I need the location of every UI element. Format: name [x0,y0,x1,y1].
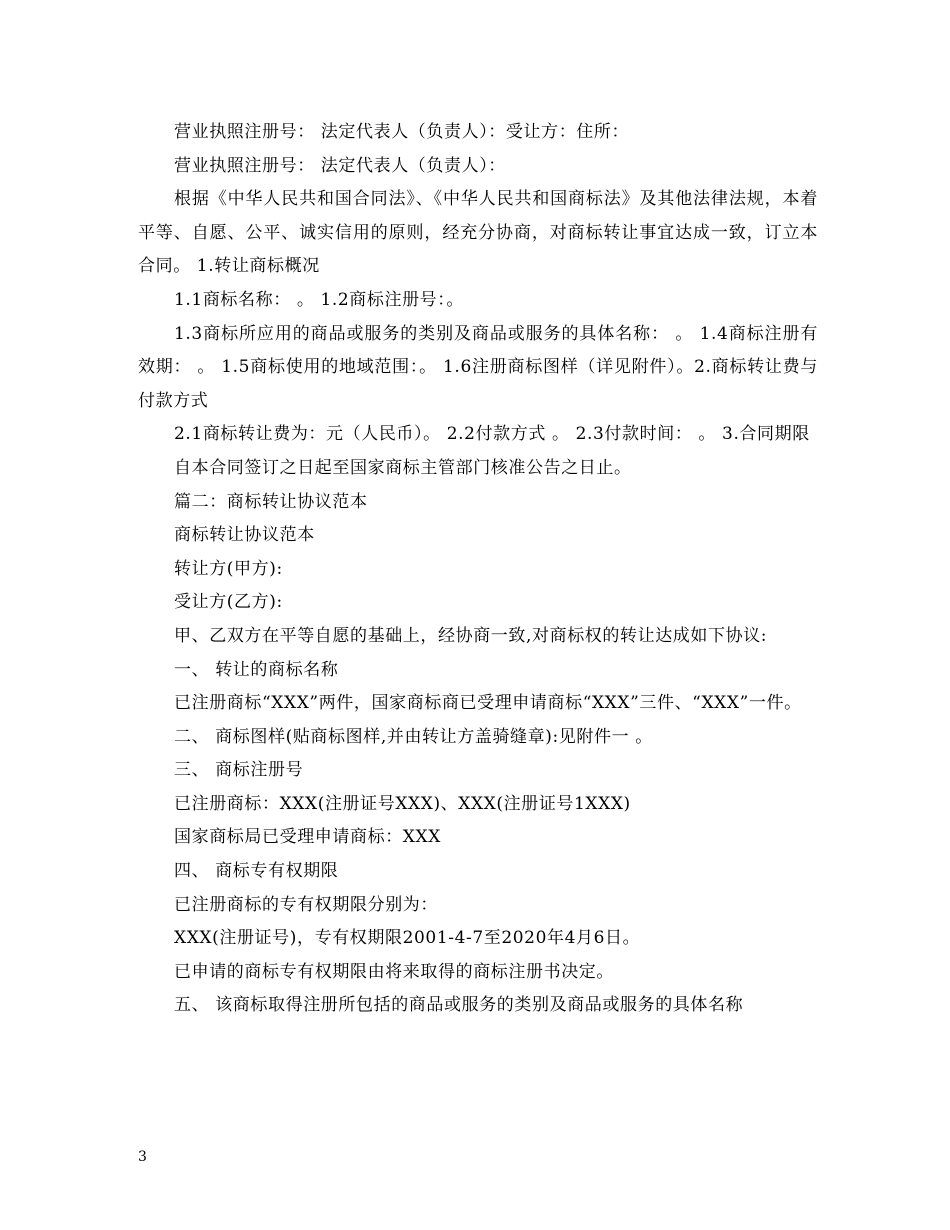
paragraph-14: 已注册商标“XXX”两件，国家商标商已受理申请商标“XXX”三件、“XXX”一件。 [174,693,802,714]
paragraph-22: 已申请的商标专有权期限由将来取得的商标注册书决定。 [174,961,614,982]
paragraph-10: 转让方(甲方): [174,558,283,579]
paragraph-8: 篇二：商标转让协议范本 [174,491,368,512]
paragraph-20: 已注册商标的专有权期限分别为： [174,894,438,915]
paragraph-19: 四、 商标专有权期限 [174,861,339,882]
paragraph-11: 受让方(乙方): [174,592,283,613]
paragraph-3: 根据《中华人民共和国合同法》、《中华人民共和国商标法》及其他法律法规，本着平等、自愿、公平、诚实信用的原则，经充分协商，对商标转让事宜达成一致，订立本合同。 1.转让商标概况 [138,189,818,277]
paragraph-2: 营业执照注册号： 法定代表人（负责人）： [174,155,506,176]
paragraph-4: 1.1商标名称： 。 1.2商标注册号：。 [174,289,464,310]
paragraph-18: 国家商标局已受理申请商标：XXX [174,827,441,848]
paragraph-15: 二、 商标图样(贴商标图样,并由转让方盖骑缝章):见附件一 。 [174,726,653,747]
paragraph-12: 甲、乙双方在平等自愿的基础上，经协商一致,对商标权的转让达成如下协议: [174,625,768,646]
paragraph-23: 五、 该商标取得注册所包括的商品或服务的类别及商品或服务的具体名称 [174,995,744,1016]
document-body [138,116,818,1023]
paragraph-7: 自本合同签订之日起至国家商标主管部门核准公告之日止。 [174,457,632,478]
paragraph-13: 一、 转让的商标名称 [174,659,339,680]
paragraph-6: 2.1商标转让费为：元（人民币）。 2.2付款方式 。 2.3付款时间： 。 3.合同期限 [174,424,810,445]
paragraph-17: 已注册商标：XXX(注册证号XXX)、XXX(注册证号1XXX) [174,793,631,814]
paragraph-1: 营业执照注册号： 法定代表人（负责人）：受让方：住所： [174,122,630,142]
page-number: 3 [138,1149,147,1165]
paragraph-5: 1.3商标所应用的商品或服务的类别及商品或服务的具体名称： 。 1.4商标注册有效期： 。 1.5商标使用的地域范围：。 1.6注册商标图样（详见附件）。2.商标转让费与付款方式 [138,323,818,411]
paragraph-9: 商标转让协议范本 [174,525,315,546]
paragraph-16: 三、 商标注册号 [174,760,304,781]
paragraph-21: XXX(注册证号)，专有权期限2001-4-7至2020年4月6日。 [174,928,641,949]
